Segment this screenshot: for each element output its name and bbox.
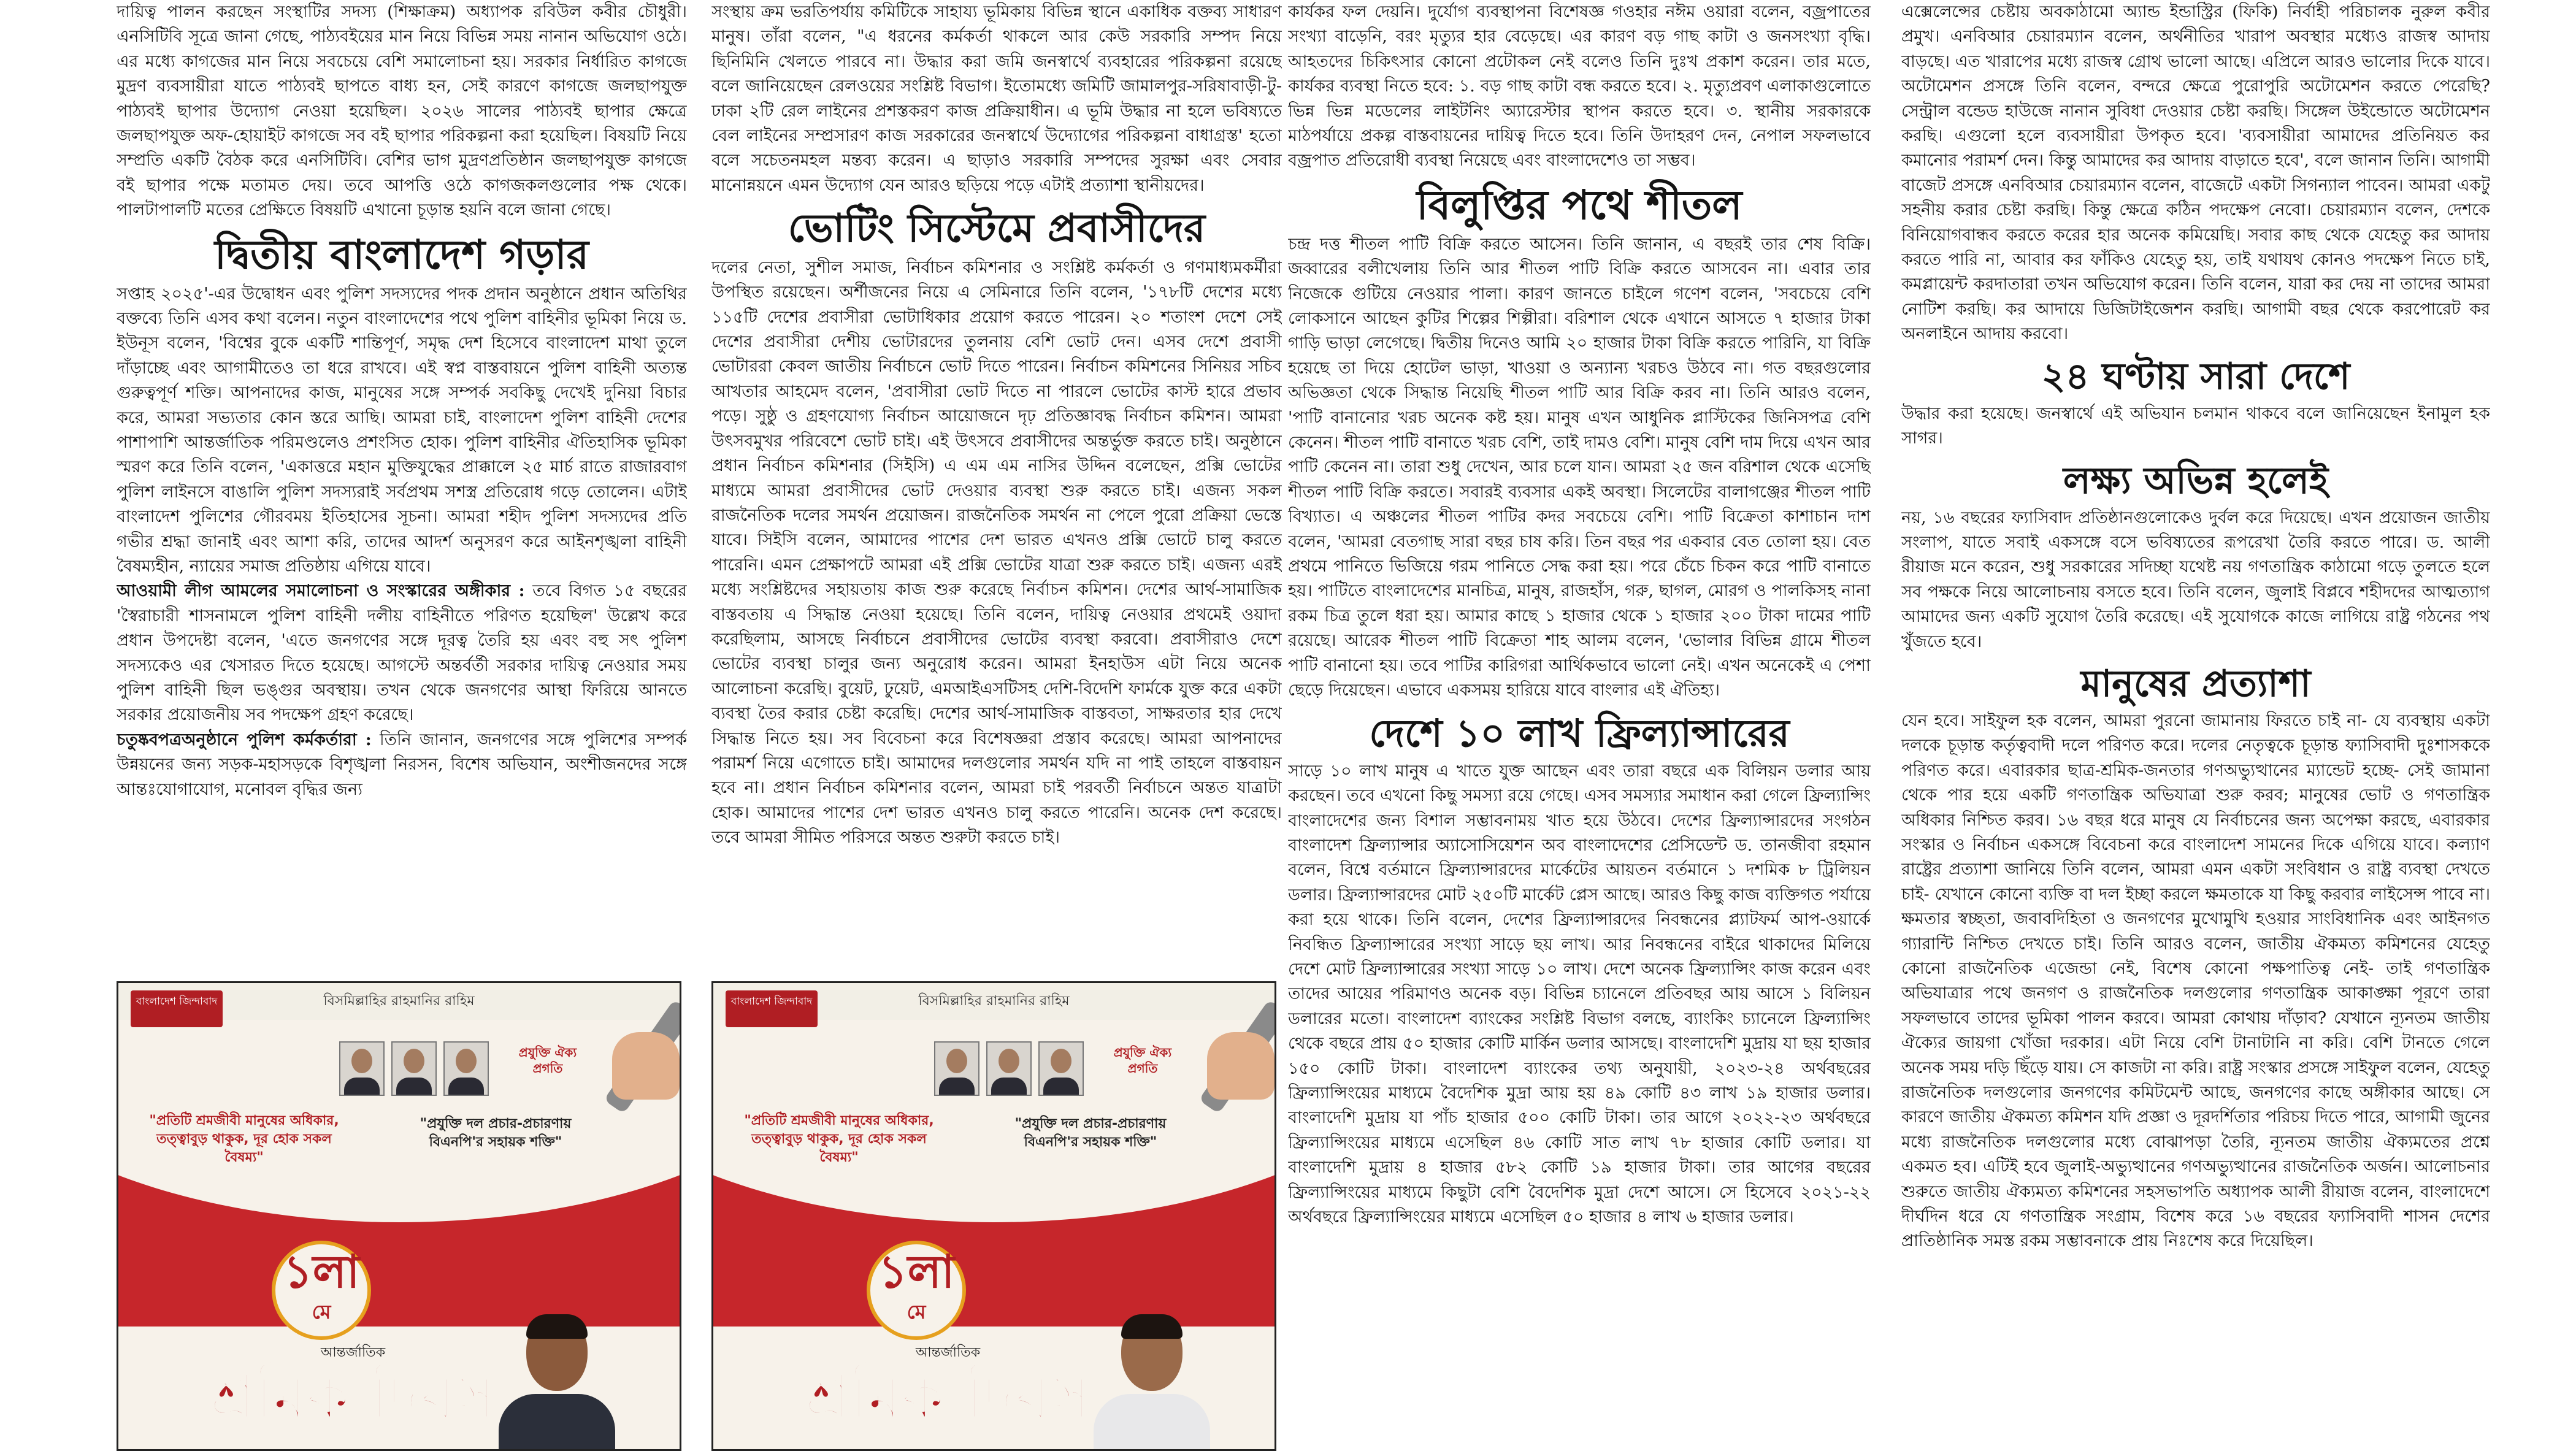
column-4 [1901, 0, 2490, 1447]
article-text: দায়িত্ব পালন করছেন সংস্থাটির সদস্য (শিক্ষাক্রম) অধ্যাপক রবিউল কবীর চৌধুরী। এনসিটিবি সূত্রে জানা গেছে, পাঠ্যবইয়ের মান নিয়ে বিভিন্ন সময় নানান অভিযোগ ওঠে। এর মধ্যে কাগজের মান নিয়ে সবচেয়ে বেশি সমালোচনা হয়। সরকার নির্ধারিত কাগজে মুদ্রণ ব্যবসায়ীরা যাতে পাঠ্যবই ছাপতে বাধ্য হন, সেই কারণে কাগজে জলছাপযুক্ত পাঠ্যবই ছাপার উদ্যোগ নেওয়া হয়েছিল। ২০২৬ সালের পাঠ্যবই ছাপার ক্ষেত্রে জলছাপযুক্ত অফ-হোয়াইট কাগজে সব বই ছাপার পরিকল্পনা করা হয়েছিল। বিষয়টি নিয়ে সম্প্রতি একটি বৈঠক করে এনসিটিবি। বেশির ভাগ মুদ্রণপ্রতিষ্ঠান জলছাপযুক্ত কাগজে বই ছাপার পক্ষে মতামত দেয়। তবে আপত্তি ওঠে কাগজকলগুলোর পক্ষ থেকে। পালটাপালটি মতের প্রেক্ষিতে বিষয়টি এখানো চূড়ান্ত হয়নি বলে জানা গেছে। [117, 2, 687, 220]
article-text: উদ্ধার করা হয়েছে। জনস্বার্থে এই অভিযান চলমান থাকবে বলে জানিয়েছেন ইনামুল হক সাগর। [1901, 404, 2490, 448]
leader-photo [339, 1041, 385, 1096]
article-text [117, 579, 687, 727]
article-text: তিনি জানান, জনগণের সঙ্গে পুলিশের সম্পর্ক উন্নয়নের জন্য সড়ক-মহাসড়কে বিশৃঙ্খলা নিরসন, বিশেষ অভিযান, অংশীজনদের সঙ্গে আন্তঃযোগাযোগ, মনোবল বৃদ্ধির জন্য [117, 730, 687, 799]
ad-title: শ্রমিক দিবস [210, 1361, 496, 1433]
may-day-month: মে [312, 1300, 331, 1323]
article-text: সপ্তাহ ২০২৫'-এর উদ্বোধন এবং পুলিশ সদস্যদের পদক প্রদান অনুষ্ঠানে প্রধান অতিথির বক্তব্যে তিনি এসব কথা বলেন। নতুন বাংলাদেশের পথে পুলিশ বাহিনীর ভূমিকা নিয়ে ড. ইউনূস বলেন, 'বিশ্বের বুকে একটি শান্তিপূর্ণ, সমৃদ্ধ দেশ হিসেবে বাংলাদেশ মাথা তুলে দাঁড়াচ্ছে এবং আগামীতেও তা ধরে রাখবে। এই স্বপ্ন বাস্তবায়নে পুলিশ বাহিনী অত্যন্ত গুরুত্বপূর্ণ শক্তি। আপনাদের কাজ, মানুষের সঙ্গে সম্পর্ক সবকিছু দেখেই দুনিয়া বিচার করে, আমরা সভ্যতার কোন স্তরে আছি। আমরা চাই, বাংলাদেশ পুলিশ বাহিনী দেশের পাশাপাশি আন্তর্জাতিক পরিমণ্ডলেও প্রশংসিত হোক। পুলিশ বাহিনীর ঐতিহাসিক ভূমিকা স্মরণ করে তিনি বলেন, 'একাত্তরে মহান মুক্তিযুদ্ধের প্রাক্কালে ২৫ মার্চ রাতে রাজারবাগ পুলিশ লাইনসে বাঙালি পুলিশ সদস্যরাই সর্বপ্রথম সশস্ত্র প্রতিরোধ গড়ে তোলেন। এটাই বাংলাদেশ পুলিশের গৌরবময় ইতিহাসের সূচনা। আমরা শহীদ পুলিশ সদস্যদের প্রতি গভীর শ্রদ্ধা জানাই এবং আশা করি, তাদের আদর্শ অনুসরণ করে আইনশৃঙ্খলা বাহিনী বৈষম্যহীন, ন্যায়ের সমাজ প্রতিষ্ঠায় এগিয়ে যাবে। [117, 284, 687, 576]
ad-quote: "প্রতিটি শ্রমজীবী মানুষের অধিকার, তত্ত্বাবুড় থাকুক, দূর হোক সকল বৈষম্য" [744, 1113, 934, 1165]
leader-portrait [499, 1314, 615, 1449]
ad-quote: "প্রযুক্তি দল প্রচার-প্রচারণায় বিএনপি'র সহায়ক শক্তি" [1014, 1116, 1167, 1150]
leader-photo [443, 1041, 489, 1096]
article-text: কার্যকর ফল দেয়নি। দুর্যোগ ব্যবস্থাপনা বিশেষজ্ঞ গওহার নঈম ওয়ারা বলেন, বজ্রপাতের সংখ্যা বাড়েনি, বরং মৃত্যুর হার বেড়েছে। এর কারণ বড় গাছ কাটা ও জনসংখ্যা বৃদ্ধি। আহতদের চিকিৎসার কোনো প্রটোকল নেই বলেও তিনি দুঃখ প্রকাশ করেন। তার মতে, কার্যকর ব্যবস্থা নিতে হবে: ১. বড় গাছ কাটা বন্ধ করতে হবে। ২. মৃত্যুপ্রবণ এলাকাগুলোতে ভিন্ন ভিন্ন মডেলের লাইটনিং অ্যারেস্টার স্থাপন করতে হবে। ৩. স্থানীয় সরকারকে মাঠপর্যায়ে প্রকল্প বাস্তবায়নের দায়িত্ব দিতে হবে। তিনি উদাহরণ দেন, নেপাল সফলভাবে বজ্রপাত প্রতিরোধী ব্যবস্থা নিয়েছে এবং বাংলাদেশেও তা সম্ভব। [1288, 2, 1871, 170]
ad-logo: বাংলাদেশ জিন্দাবাদ [726, 990, 818, 1027]
article-text: যেন হবে। সাইফুল হক বলেন, আমরা পুরনো জামানায় ফিরতে চাই না- যে ব্যবস্থায় একটা দলকে চূড়ান্ত কর্তৃত্ববাদী দলে পরিণত করে। দলের নেতৃত্বকে চূড়ান্ত ফ্যাসিবাদী দুঃশাসককে পরিণত করে। এবারকার ছাত্র-শ্রমিক-জনতার গণঅভ্যুত্থানের ম্যান্ডেট হচ্ছে- সেই জামানা থেকে পার হয়ে একটি গণতান্ত্রিক অভিযাত্রা শুরু করব; মানুষের ভোট ও গণতান্ত্রিক অধিকার নিশ্চিত করব। ১৬ বছর ধরে মানুষ যে নির্বাচনের জন্য অপেক্ষা করছে, এবারকার সংস্কার ও নির্বাচন একসঙ্গে বিবেচনা করে বাংলাদেশ সামনের দিকে এগিয়ে যাবে। কল্যাণ রাষ্ট্রের প্রত্যাশা জানিয়ে তিনি বলেন, আমরা এমন একটা সংবিধান ও রাষ্ট্র ব্যবস্থা দেখতে চাই- যেখানে কোনো ব্যক্তি বা দল ইচ্ছা করলে ক্ষমতাকে যা কিছু করবার লাইসেন্স পাবে না। ক্ষমতার স্বচ্ছতা, জবাবদিহিতা ও জনগণের মুখোমুখি হওয়ার সাংবিধানিক এবং আইনগত গ্যারান্টি নিশ্চিত দেখতে চাই। তিনি আরও বলেন, জাতীয় ঐকমত্য কমিশনের যেহেতু কোনো রাজনৈতিক এজেন্ডা নেই, বিশেষ কোনো পক্ষপাতিত্ব নেই- তাই গণতান্ত্রিক অভিযাত্রার পথে জনগণ ও রাজনৈতিক দলগুলোর গণতান্ত্রিক আকাঙ্ক্ষা পূরণে তারা সফলভাবে তাদের ভূমিকা পালন করবে। আমরা কোথায় দাঁড়াব? যেখানে ন্যূনতম জাতীয় ঐক্যের জায়গা খোঁজা দরকার। এটা নিয়ে বেশি টানাটানি না করি। বেশি টানতে গেলে অনেক সময় দড়ি ছিঁড়ে যায়। সে কাজটা না করি। রাষ্ট্র সংস্কার প্রসঙ্গে সাইফুল বলেন, যেহেতু রাজনৈতিক দলগুলোর জনগণের কমিটমেন্ট আছে, জনগণের কাছে অঙ্গীকার আছে। সে কারণে জাতীয় ঐকমত্য কমিশন যদি প্রজ্ঞা ও দূরদর্শিতার পরিচয় দিতে পারে, আগামী জুনের মধ্যে রাজনৈতিক দলগুলোর মধ্যে বোঝাপড়া তৈরি, ন্যূনতম জাতীয় ঐক্যমতের প্রশ্নে একমত হব। এটিই হবে জুলাই-অভ্যুত্থানের গণঅভ্যুত্থানের রাজনৈতিক অর্জন। আলোচনার শুরুতে জাতীয় ঐক্যমত্য কমিশনের সহসভাপতি অধ্যাপক আলী রীয়াজ বলেন, বাংলাদেশে দীর্ঘদিন ধরে যে গণতান্ত্রিক সংগ্রাম, বিশেষ করে ১৬ বছরের ফ্যাসিবাদী শাসন দেশের প্রাতিষ্ঠানিক সমস্ত রকম সম্ভাবনাকে প্রায় নিঃশেষ করে দিয়েছিল। [1901, 711, 2490, 1251]
article-text: চন্দ্র দত্ত শীতল পাটি বিক্রি করতে আসেন। তিনি জানান, এ বছরই তার শেষ বিক্রি। জব্বারের বলীখেলায় তিনি আর শীতল পাটি বিক্রি করতে আসবেন না। এবার তার নিজেকে গুটিয়ে নেওয়ার পালা। কারণ জানতে চাইলে গণেশ বলেন, 'সবচেয়ে বেশি লোকসানে আছেন কুটির শিল্পের শিল্পীরা। বরিশাল থেকে এখানে আসতে ৭ হাজার টাকা গাড়ি ভাড়া লেগেছে। দ্বিতীয় দিনেও আমি ২০ হাজার টাকা বিক্রি করতে পারিনি, যা বিক্রি হয়েছে তা দিয়ে হোটেল ভাড়া, খাওয়া ও অন্যান্য খরচও উঠবে না। গত বছরগুলোর অভিজ্ঞতা থেকে সিদ্ধান্ত নিয়েছি শীতল পাটি আর বিক্রি করব না। তিনি আরও বলেন, 'পাটি বানানোর খরচ অনেক কষ্ট হয়। মানুষ এখন আধুনিক প্লাস্টিকের জিনিসপত্র বেশি কেনেন। শীতল পাটি বানাতে খরচ বেশি, তাই দামও বেশি। মানুষ বেশি দাম দিয়ে এখন আর পাটি কেনেন না। তারা শুধু দেখেন, আর চলে যান। আমরা ২৫ জন বরিশাল থেকে এসেছি শীতল পাটি বিক্রি করতে। সবারই ব্যবসার একই অবস্থা। সিলেটের বালাগঞ্জের শীতল পাটি বিখ্যাত। এ অঞ্চলের শীতল পাটির কদর সবচেয়ে বেশি। পাটি বিক্রেতা কাশাচান দাশ বলেন, 'আমরা বেতগাছ সারা বছর চাষ করি। তিন বছর পর একবার বেত তোলা হয়। বেত প্রথমে পানিতে ভিজিয়ে গরম পানিতে সেদ্ধ করা হয়। পরে চেঁচে চিকন করে পাটি বানাতে হয়। পাটিতে বাংলাদেশের মানচিত্র, মানুষ, রাজহাঁস, গরু, ছাগল, মোরগ ও পালকিসহ নানা রকম চিত্র তুলে ধরা হয়। আমার কাছে ১ হাজার থেকে ১ হাজার ২০০ টাকা দামের পাটি রয়েছে। আরেক শীতল পাটি বিক্রেতা শাহ আলম বলেন, 'ভোলার বিভিন্ন গ্রামে শীতল পাটি বানানো হয়। তবে পাটির কারিগরা আর্থিকভাবে ভালো নেই। এখন অনেকেই এ পেশা ছেড়ে দিয়েছেন। এভাবে একসময় হারিয়ে যাবে বাংলার এই ঐতিহ্য। [1288, 234, 1871, 700]
subheading: চতুষ্কবপত্রঅনুষ্ঠানে পুলিশ কর্মকর্তারা : [117, 730, 372, 749]
ad-intl-label: আন্তর্জাতিক [321, 1345, 386, 1360]
article-headline: দ্বিতীয় বাংলাদেশ গড়ার [214, 231, 589, 278]
may-day-advertisement [117, 981, 681, 1451]
column-3 [1288, 0, 1871, 1447]
leader-photo [1038, 1041, 1084, 1096]
ad-header-text: বিসমিল্লাহির রাহমানির রাহিম [713, 983, 1275, 1020]
may-day-badge [272, 1241, 371, 1340]
fist-icon [612, 1032, 680, 1100]
ad-quote: "প্রযুক্তি দল প্রচার-প্রচারণায় বিএনপি'র সহায়ক শক্তি" [420, 1116, 572, 1150]
article-text: সাড়ে ১০ লাখ মানুষ এ খাতে যুক্ত আছেন এবং তারা বছরে এক বিলিয়ন ডলার আয় করছেন। তবে এখনো কিছু সমস্যা রয়ে গেছে। এসব সমস্যার সমাধান করা গেলে ফ্রিল্যান্সিং বাংলাদেশের জন্য বিশাল সম্ভাবনাময় খাত হয়ে উঠবে। দেশের ফ্রিল্যান্সারদের সংগঠন বাংলাদেশ ফ্রিল্যান্সার অ্যাসোসিয়েশন অব বাংলাদেশের প্রেসিডেন্ট ড. তানজীবা রহমান বলেন, বিশ্বে বর্তমানে ফ্রিল্যান্সারদের মার্কেটের আয়তন বর্তমানে ১ দশমিক ৮ ট্রিলিয়ন ডলার। ফ্রিল্যান্সারদের মোট ২৫০টি মার্কেট প্লেস আছে। আরও কিছু কাজ ব্যক্তিগত পর্যায়ে করা হয়ে থাকে। তিনি বলেন, দেশের ফ্রিল্যান্সারদের নিবন্ধনের প্ল্যাটফর্ম আপ-ওয়ার্কে নিবন্ধিত ফ্রিল্যান্সারের সংখ্যা সাড়ে ছয় লাখ। আর নিবন্ধনের বাইরে থাকাদের মিলিয়ে দেশে মোট ফ্রিল্যান্সারের সংখ্যা সাড়ে ১০ লাখ। দেশে অনেক ফ্রিল্যান্সিং কাজ করেন এবং তাদের আয়ের পরিমাণও অনেক বড়। বিভিন্ন চ্যানেলে প্রতিবছর আয় আসে ১ বিলিয়ন ডলারের মতো। বাংলাদেশ ব্যাংকের সংশ্লিষ্ট বিভাগ বলছে, ব্যাংকিং চ্যানেলে ফ্রিল্যান্সিং থেকে বছরে প্রায় ৫০ হাজার কোটি মার্কিন ডলার আসছে। বাংলাদেশি মুদ্রায় যা ছয় হাজার ১৫০ কোটি টাকা। বাংলাদেশ ব্যাংকের তথ্য অনুযায়ী, ২০২৩-২৪ অর্থবছরের ফ্রিল্যান্সিংয়ের মাধ্যমে বৈদেশিক মুদ্রা আয় হয় ৪৯ কোটি ৪৩ লাখ ১৯ হাজার ডলার। বাংলাদেশি মুদ্রায় যা পাঁচ হাজার ৫০০ কোটি টাকা। তার আগে ২০২২-২৩ অর্থবছরে ফ্রিল্যান্সিংয়ের মাধ্যমে এসেছিল ৪৬ কোটি সাত লাখ ৭৮ হাজার কোটি ডলার। যা বাংলাদেশি মুদ্রায় ৪ হাজার ৫৮২ কোটি ১৯ হাজার টাকা। তার আগের বছরের ফ্রিল্যান্সিংয়ের মাধ্যমে কিছুটা বেশি বৈদেশিক মুদ্রা দেশে আসে। সে হিসেবে ২০২১-২২ অর্থবছরে ফ্রিল্যান্সিংয়ের মাধ্যমে এসেছিল ৫০ হাজার ৪ লাখ ৬ হাজার ডলার। [1288, 761, 1871, 1227]
article-headline: দেশে ১০ লাখ ফ্রিল্যান্সারের [1369, 711, 1790, 756]
subheading: আওয়ামী লীগ আমলের সমালোচনা ও সংস্কারের অঙ্গীকার : [117, 581, 525, 601]
article-text: সংস্থায় ক্রম ভরতিপর্যায় কমিটিকে সাহায্য ভূমিকায় বিভিন্ন স্থানে একাধিক বক্তব্য সাধারণ মানুষ। তাঁরা বলেন, "এ ধরনের কর্মকর্তা থাকলে আর কেউ সরকারি সম্পদ নিয়ে ছিনিমিনি খেলতে পারবে না। উদ্ধার করা জমি জনস্বার্থে ব্যবহারের পরিকল্পনা রয়েছে বলে জানিয়েছেন রেলওয়ের সংশ্লিষ্ট বিভাগ। ইতোমধ্যে জমিটি জামালপুর-সরিষাবাড়ী-টু-ঢাকা ২টি রেল লাইনের প্রশস্তকরণ কাজ প্রক্রিয়াধীন। এ ভূমি উদ্ধার না হলে ভবিষ্যতে বেল লাইনের সম্প্রসারণ কাজ সরকারের জনস্বার্থে উদ্যোগের পরিকল্পনা বাধাগ্রস্ত' হতো বলে সচেতনমহল মন্তব্য করেন। এ ছাড়াও সরকারি সম্পদের সুরক্ষা এবং সেবার মানোন্নয়নে এমন উদ্যোগ যেন আরও ছড়িয়ে পড়ে এটাই প্রত্যাশা স্থানীয়দের। [711, 2, 1282, 195]
ad-slogan: প্রযুক্তি ঐক্য প্রগতি [518, 1045, 577, 1076]
ad-logo: বাংলাদেশ জিন্দাবাদ [131, 990, 223, 1027]
article-text: এক্সেলেন্সের চেষ্টায় অবকাঠামো অ্যান্ড ইন্ডাস্ট্রির (ফিকি) নির্বাহী পরিচালক নুরুল কবীর প্রমুখ। এনবিআর চেয়ারম্যান বলেন, অর্থনীতির খারাপ অবস্থার মধ্যেও রাজস্ব আদায় বাড়ছে। এত খারাপের মধ্যে রাজস্ব গ্রোথ ভালো আছে। এপ্রিলে আরও ভালোর দিকে যাবে। অটোমেশন প্রসঙ্গে তিনি বলেন, বন্দরে ক্ষেত্রে পুরোপুরি অটোমেশন করতে পেরেছি? সেন্ট্রাল বন্ডেড হাউজে নানান সুবিধা দেওয়ার চেষ্টা করছি। সিঙ্গেল উইন্ডোতে অটোমেশন করছি। এগুলো হলে ব্যবসায়ীরা উপকৃত হবে। 'ব্যবসায়ীরা আমাদের প্রতিনিয়ত কর কমানোর পরামর্শ দেন। কিন্তু আমাদের কর আদায় বাড়াতে হবে', বলে জানান তিনি। আগামী বাজেট প্রসঙ্গে এনবিআর চেয়ারম্যান বলেন, বাজেটে একটা সিগন্যাল পাবেন। আমরা একটু সহনীয় করার চেষ্টা করছি। কিন্তু ক্ষেত্রে কঠিন পদক্ষেপ নেবো। চেয়ারম্যান বলেন, দেশকে বিনিয়োগবান্ধব করতে করের হার অনেক কমিয়েছি। সবার কাছ থেকে যেহেতু কর আদায় করতে পারি না, আবার কর ফাঁকিও যেহেতু হয়, তাই যথাযথ কোনও পদক্ষেপ নিতে চাই, কমপ্লায়েন্ট করদাতারা তখন অভিযোগ করেন। তিনি বলেন, যারা কর দেয় না তাদের আমরা নোটিশ করছি। কর আদায়ে ডিজিটাইজেশন করছি। আগামী বছর থেকে করপোরেট কর অনলাইনে আদায় করবো। [1901, 2, 2490, 344]
leader-photo [391, 1041, 437, 1096]
fist-icon [1207, 1032, 1275, 1100]
article-headline: লক্ষ্য অভিন্ন হলেই [2063, 459, 2329, 502]
may-day-month: মে [907, 1300, 926, 1323]
column-2 [711, 0, 1282, 981]
ad-intl-label: আন্তর্জাতিক [916, 1345, 981, 1360]
article-text: তবে বিগত ১৫ বছরের 'স্বৈরাচারী শাসনামলে পুলিশ বাহিনী দলীয় বাহিনীতে পরিণত হয়েছিল' উল্লেখ করে প্রধান উপদেষ্টা বলেন, 'এতে জনগণের সঙ্গে দূরত্ব তৈরি হয় এবং বহু সৎ পুলিশ সদস্যকেও এর খেসারত দিতে হয়েছে। আগস্টে অন্তর্বর্তী সরকার দায়িত্ব নেওয়ার সময় পুলিশ বাহিনী ছিল ভঙ্গুর অবস্থায়। তখন থেকে জনগণের আস্থা ফিরিয়ে আনতে সরকার প্রয়োজনীয় সব পদক্ষেপ গ্রহণ করেছে। [117, 581, 687, 725]
article-text [117, 728, 687, 802]
may-day-advertisement [711, 981, 1276, 1451]
leader-photo [934, 1041, 979, 1096]
may-day-number: ১লা [283, 1246, 360, 1298]
ad-header-text: বিসমিল্লাহির রাহমানির রাহিম [118, 983, 680, 1020]
article-headline: ২৪ ঘণ্টায় সারা দেশে [2041, 354, 2350, 398]
leader-photo [986, 1041, 1032, 1096]
ad-title: শ্রমিক দিবস [805, 1361, 1091, 1433]
column-1 [117, 0, 687, 981]
ad-slogan: প্রযুক্তি ঐক্য প্রগতি [1113, 1045, 1172, 1076]
article-text: দলের নেতা, সুশীল সমাজ, নির্বাচন কমিশনার ও সংশ্লিষ্ট কর্মকর্তা ও গণমাধ্যমকর্মীরা উপস্থিত রয়েছেন। অর্শীজনের নিয়ে এ সেমিনারে তিনি বলেন, '১৭৮টি দেশের মধ্যে ১১৫টি দেশের প্রবাসীরা ভোটাধিকার প্রয়োগ করতে পারেন। ২০ শতাংশ দেশে সেই দেশের প্রবাসীরা দেশীয় ভোটারদের তুলনায় বেশি ভোট দেন। এসব দেশে প্রবাসী ভোটাররা কেবল জাতীয় নির্বাচনে ভোট দিতে পারেন। নির্বাচন কমিশনের সিনিয়র সচিব আখতার আহমেদ বলেন, 'প্রবাসীরা ভোট দিতে না পারলে ভোটের কাস্ট হারে প্রভাব পড়ে। সুষ্ঠু ও গ্রহণযোগ্য নির্বাচন আয়োজনে দৃঢ় প্রতিজ্ঞাবদ্ধ নির্বাচন কমিশন। আমরা উৎসবমুখর পরিবেশে ভোট চাই। এই উৎসবে প্রবাসীদের অন্তর্ভুক্ত করতে চাই। অনুষ্ঠানে প্রধান নির্বাচন কমিশনার (সিইসি) এ এম এম নাসির উদ্দিন বলেছেন, প্রক্সি ভোটের মাধ্যমে আমরা প্রবাসীদের ভোট দেওয়ার ব্যবস্থা শুরু করতে চাই। এজন্য সকল রাজনৈতিক দলের সমর্থন প্রয়োজন। রাজনৈতিক সমর্থন না পেলে পুরো প্রক্রিয়া ভেস্তে যাবে। সিইসি বলেন, আমাদের পাশের দেশ ভারত এখনও প্রক্সি ভোটে চালু করতে পারেনি। এমন প্রেক্ষাপটে আমরা এই প্রক্সি ভোটের যাত্রা শুরু করতে চাই। এজন্য এরই মধ্যে সংশ্লিষ্টদের সহায়তায় কাজ শুরু করেছে নির্বাচন কমিশন। দেশের আর্থ-সামাজিক বাস্তবতায় এ সিদ্ধান্ত নেওয়া হয়েছে। তিনি বলেন, দায়িত্ব নেওয়ার প্রথমেই ওয়াদা করেছিলাম, আসছে নির্বাচনে প্রবাসীদের ভোটের ব্যবস্থা করবো। প্রবাসীরাও দেশে ভোটের ব্যবস্থা চালুর জন্য অনুরোধ করেন। আমরা ইনহাউস এটা নিয়ে অনেক আলোচনা করেছি। বুয়েট, ঢুয়েট, এমআইএসটিসহ দেশি-বিদেশি ফার্মকে যুক্ত করে একটা ব্যবস্থা তৈর করার চেষ্টা করেছি। দেশের আর্থ-সামাজিক বাস্তবতা, সাক্ষরতার হার দেখে সিদ্ধান্ত নিতে হয়। সব বিবেচনা করে বিশেষজ্ঞরা প্রস্তাব করেছে। আমরা আপনাদের পরামর্শ নিয়ে এগোতে চাই। আমাদের দলগুলোর সমর্থন যদি না পাই তাহলে বাস্তবায়ন হবে না। প্রধান নির্বাচন কমিশনার বলেন, আমরা চাই পরবর্তী নির্বাচনে অন্তত যাত্রাটা হোক। আমাদের পাশের দেশ ভারত এখনও চালু করতে পারেনি। অনেক দেশ করেছে। তবে আমরা সীমিত পরিসরে অন্তত শুরুটা করতে চাই। [711, 258, 1282, 848]
article-text: নয়, ১৬ বছরের ফ্যাসিবাদ প্রতিষ্ঠানগুলোকেও দুর্বল করে দিয়েছে। এখন প্রয়োজন জাতীয় সংলাপ, যাতে সবাই একসঙ্গে বসে ভবিষ্যতের রূপরেখা তৈরি করতে পারে। ড. আলী রীয়াজ মনে করেন, শুধু সরকারের সদিচ্ছা যথেষ্ট নয় গণতান্ত্রিক কাঠামো গড়ে তুলতে হলে সব পক্ষকে নিয়ে আলোচনায় বসতে হবে। তিনি বলেন, জুলাই বিপ্লবে শহীদদের আত্মত্যাগ আমাদের জন্য একটি সুযোগ তৈরি করেছে। এই সুযোগকে কাজে লাগিয়ে রাষ্ট্র গঠনের পথ খুঁজতে হবে। [1901, 508, 2490, 651]
leader-portrait [1094, 1314, 1210, 1449]
article-headline: বিলুপ্তির পথে শীতল [1416, 181, 1742, 229]
may-day-badge [867, 1241, 966, 1340]
may-day-number: ১লা [878, 1246, 955, 1298]
article-headline: মানুষের প্রত্যাশা [2080, 662, 2311, 705]
article-headline: ভোটিং সিস্টেমে প্রবাসীদের [788, 206, 1206, 252]
ad-quote: "প্রতিটি শ্রমজীবী মানুষের অধিকার, তত্ত্বাবুড় থাকুক, দূর হোক সকল বৈষম্য" [149, 1113, 339, 1165]
